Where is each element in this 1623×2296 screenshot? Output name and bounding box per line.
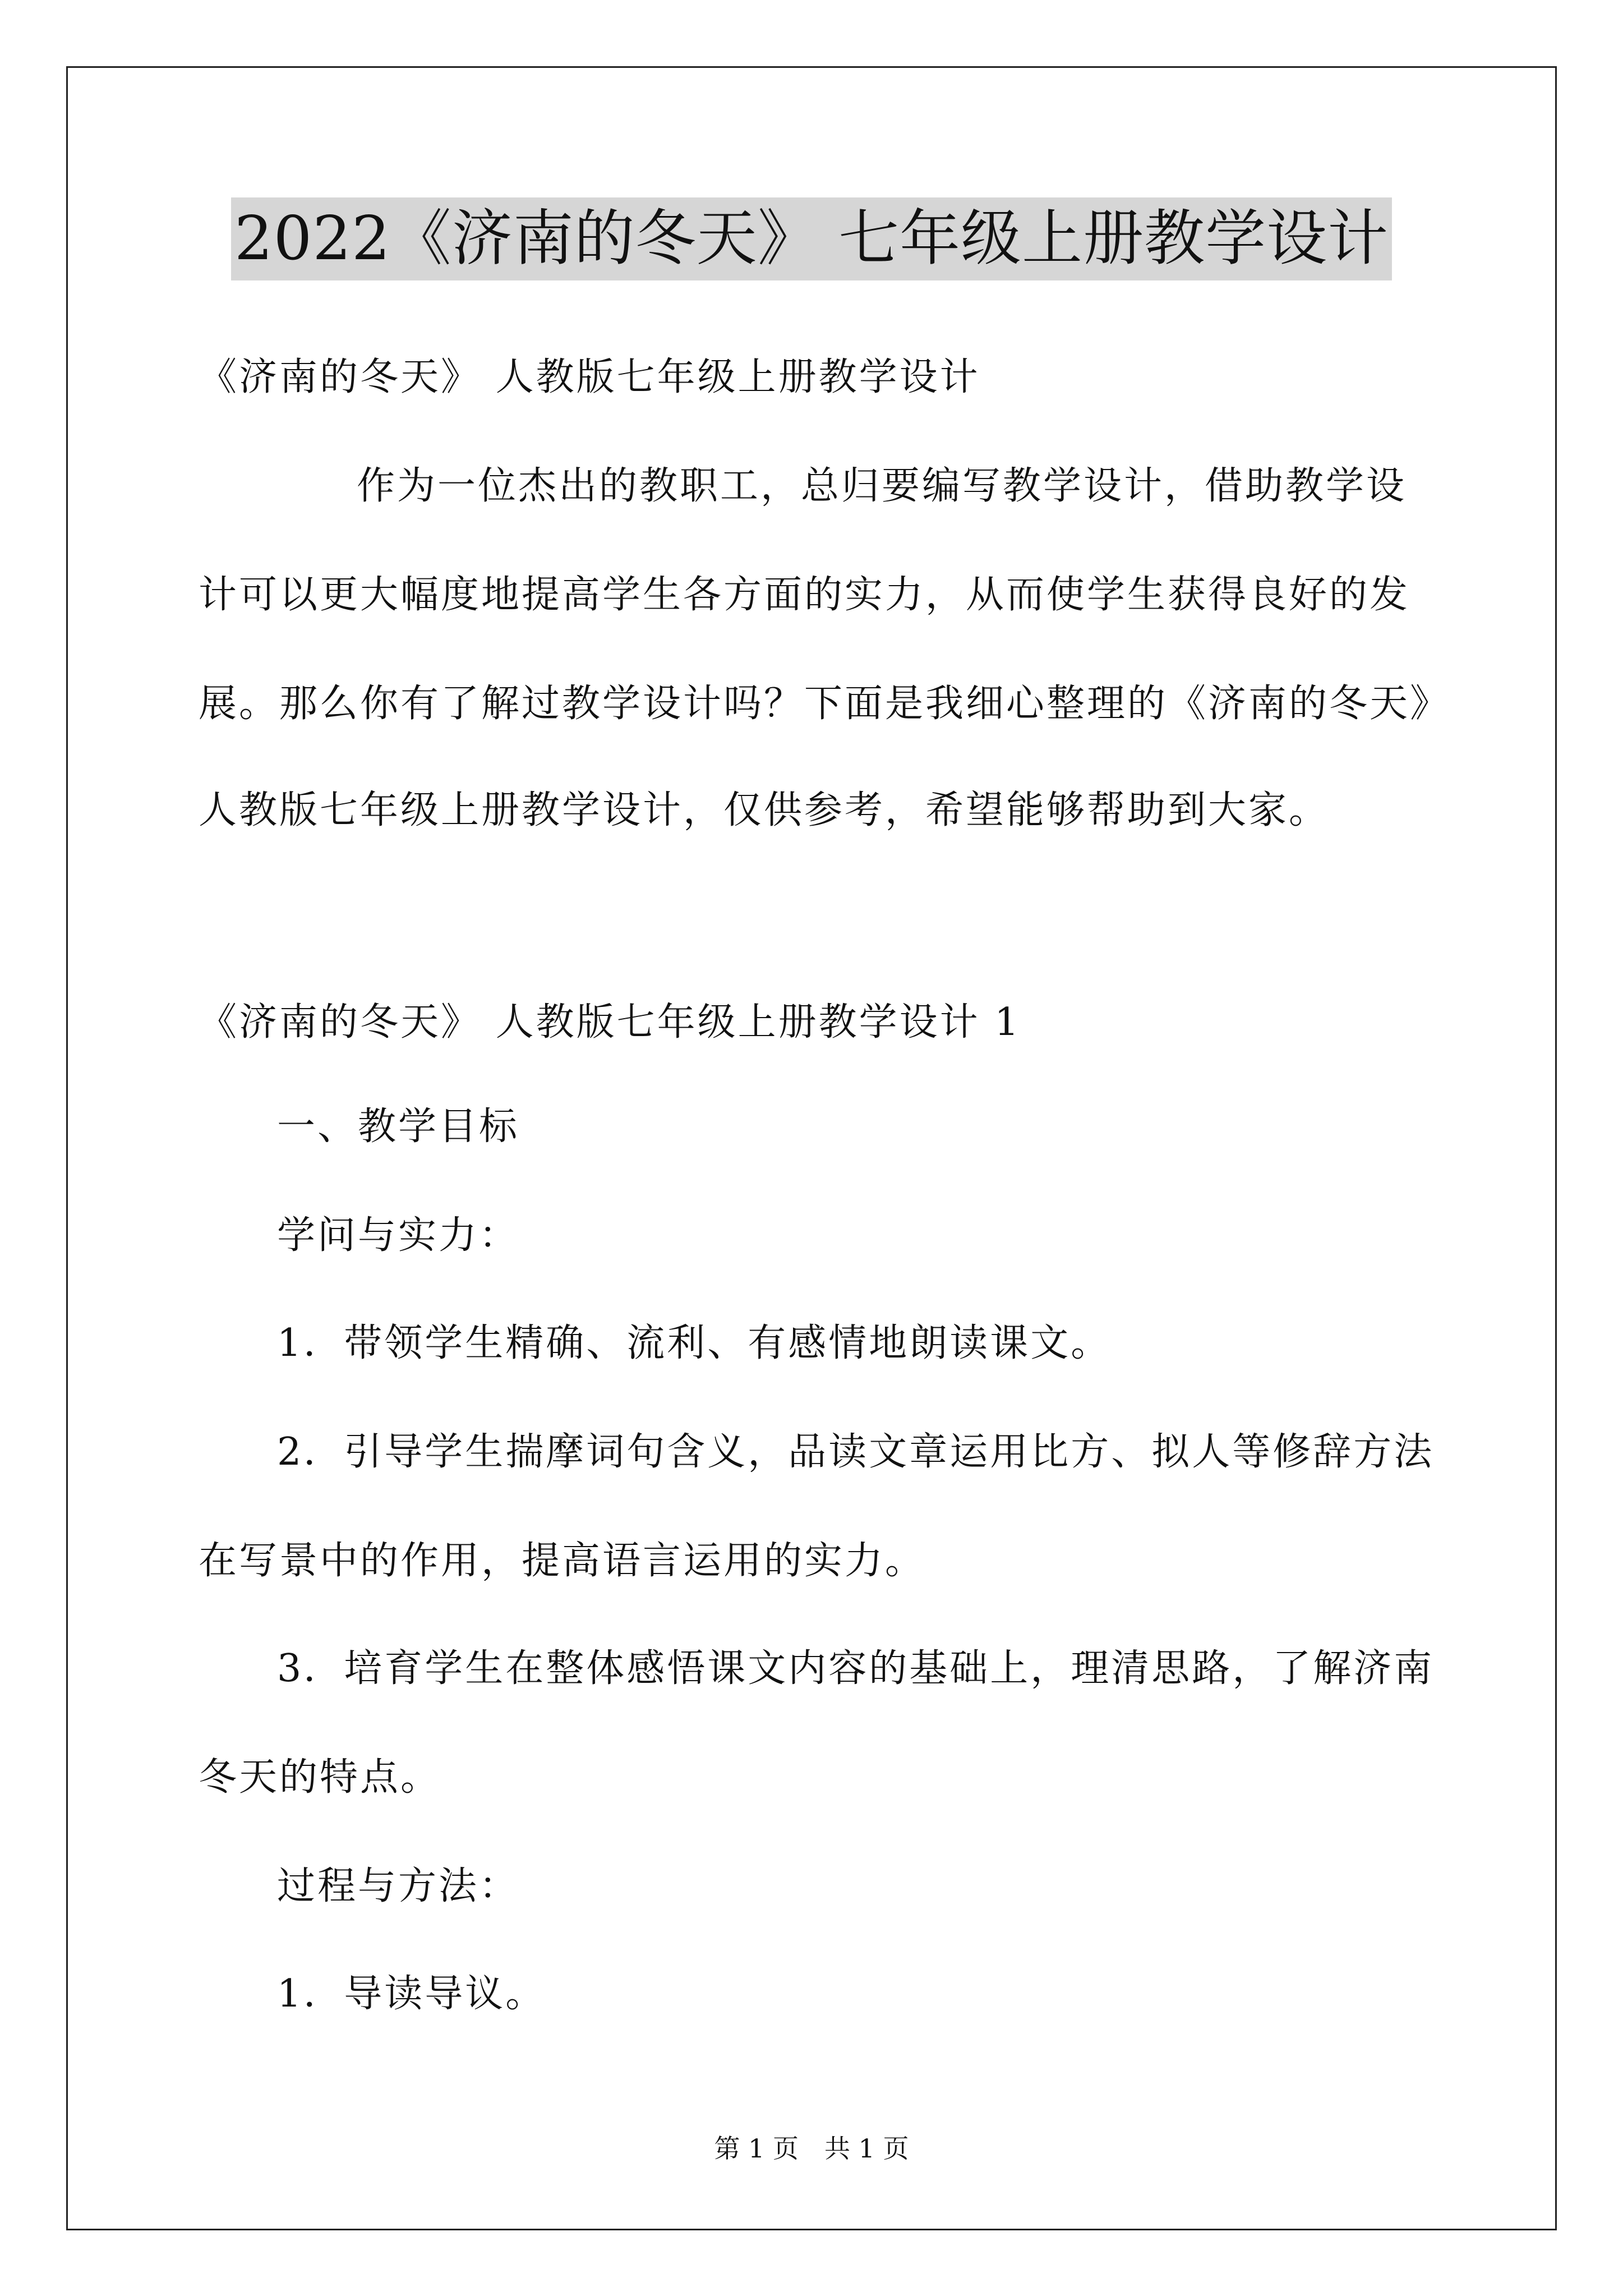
intro-line-2: 计可以更大幅度地提高学生各方面的实力，从而使学生获得良好的发 — [199, 573, 1410, 617]
knowledge-heading: 学问与实力： — [277, 1213, 520, 1258]
intro-line-3: 展。那么你有了解过教学设计吗？下面是我细心整理的《济南的冬天》 — [199, 682, 1451, 726]
objective-item-1: 1．带领学生精确、流利、有感情地朗读课文。 — [277, 1321, 1112, 1365]
intro-line-4: 人教版七年级上册教学设计，仅供参考，希望能够帮助到大家。 — [199, 788, 1330, 832]
title-container — [0, 197, 1623, 280]
process-item-1: 1．导读导议。 — [277, 1972, 546, 2016]
section-heading: 《济南的冬天》 人教版七年级上册教学设计 1 — [199, 1000, 1021, 1045]
page-footer: 第 1 页 共 1 页 — [714, 2133, 909, 2164]
objective-item-2-line-2: 在写景中的作用，提高语言运用的实力。 — [199, 1539, 926, 1583]
document-title: 2022《济南的冬天》 七年级上册教学设计 — [231, 197, 1392, 280]
objective-item-3-line-2: 冬天的特点。 — [199, 1755, 441, 1800]
objectives-heading: 一、教学目标 — [277, 1105, 520, 1149]
objective-item-2-line-1: 2．引导学生揣摩词句含义，品读文章运用比方、拟人等修辞方法 — [277, 1430, 1435, 1474]
document-subtitle: 《济南的冬天》 人教版七年级上册教学设计 — [199, 355, 980, 399]
objective-item-3-line-1: 3．培育学生在整体感悟课文内容的基础上，理清思路，了解济南 — [277, 1646, 1435, 1691]
process-heading: 过程与方法： — [277, 1864, 520, 1908]
intro-line-1: 作为一位杰出的教职工，总归要编写教学设计，借助教学设 — [357, 464, 1407, 508]
